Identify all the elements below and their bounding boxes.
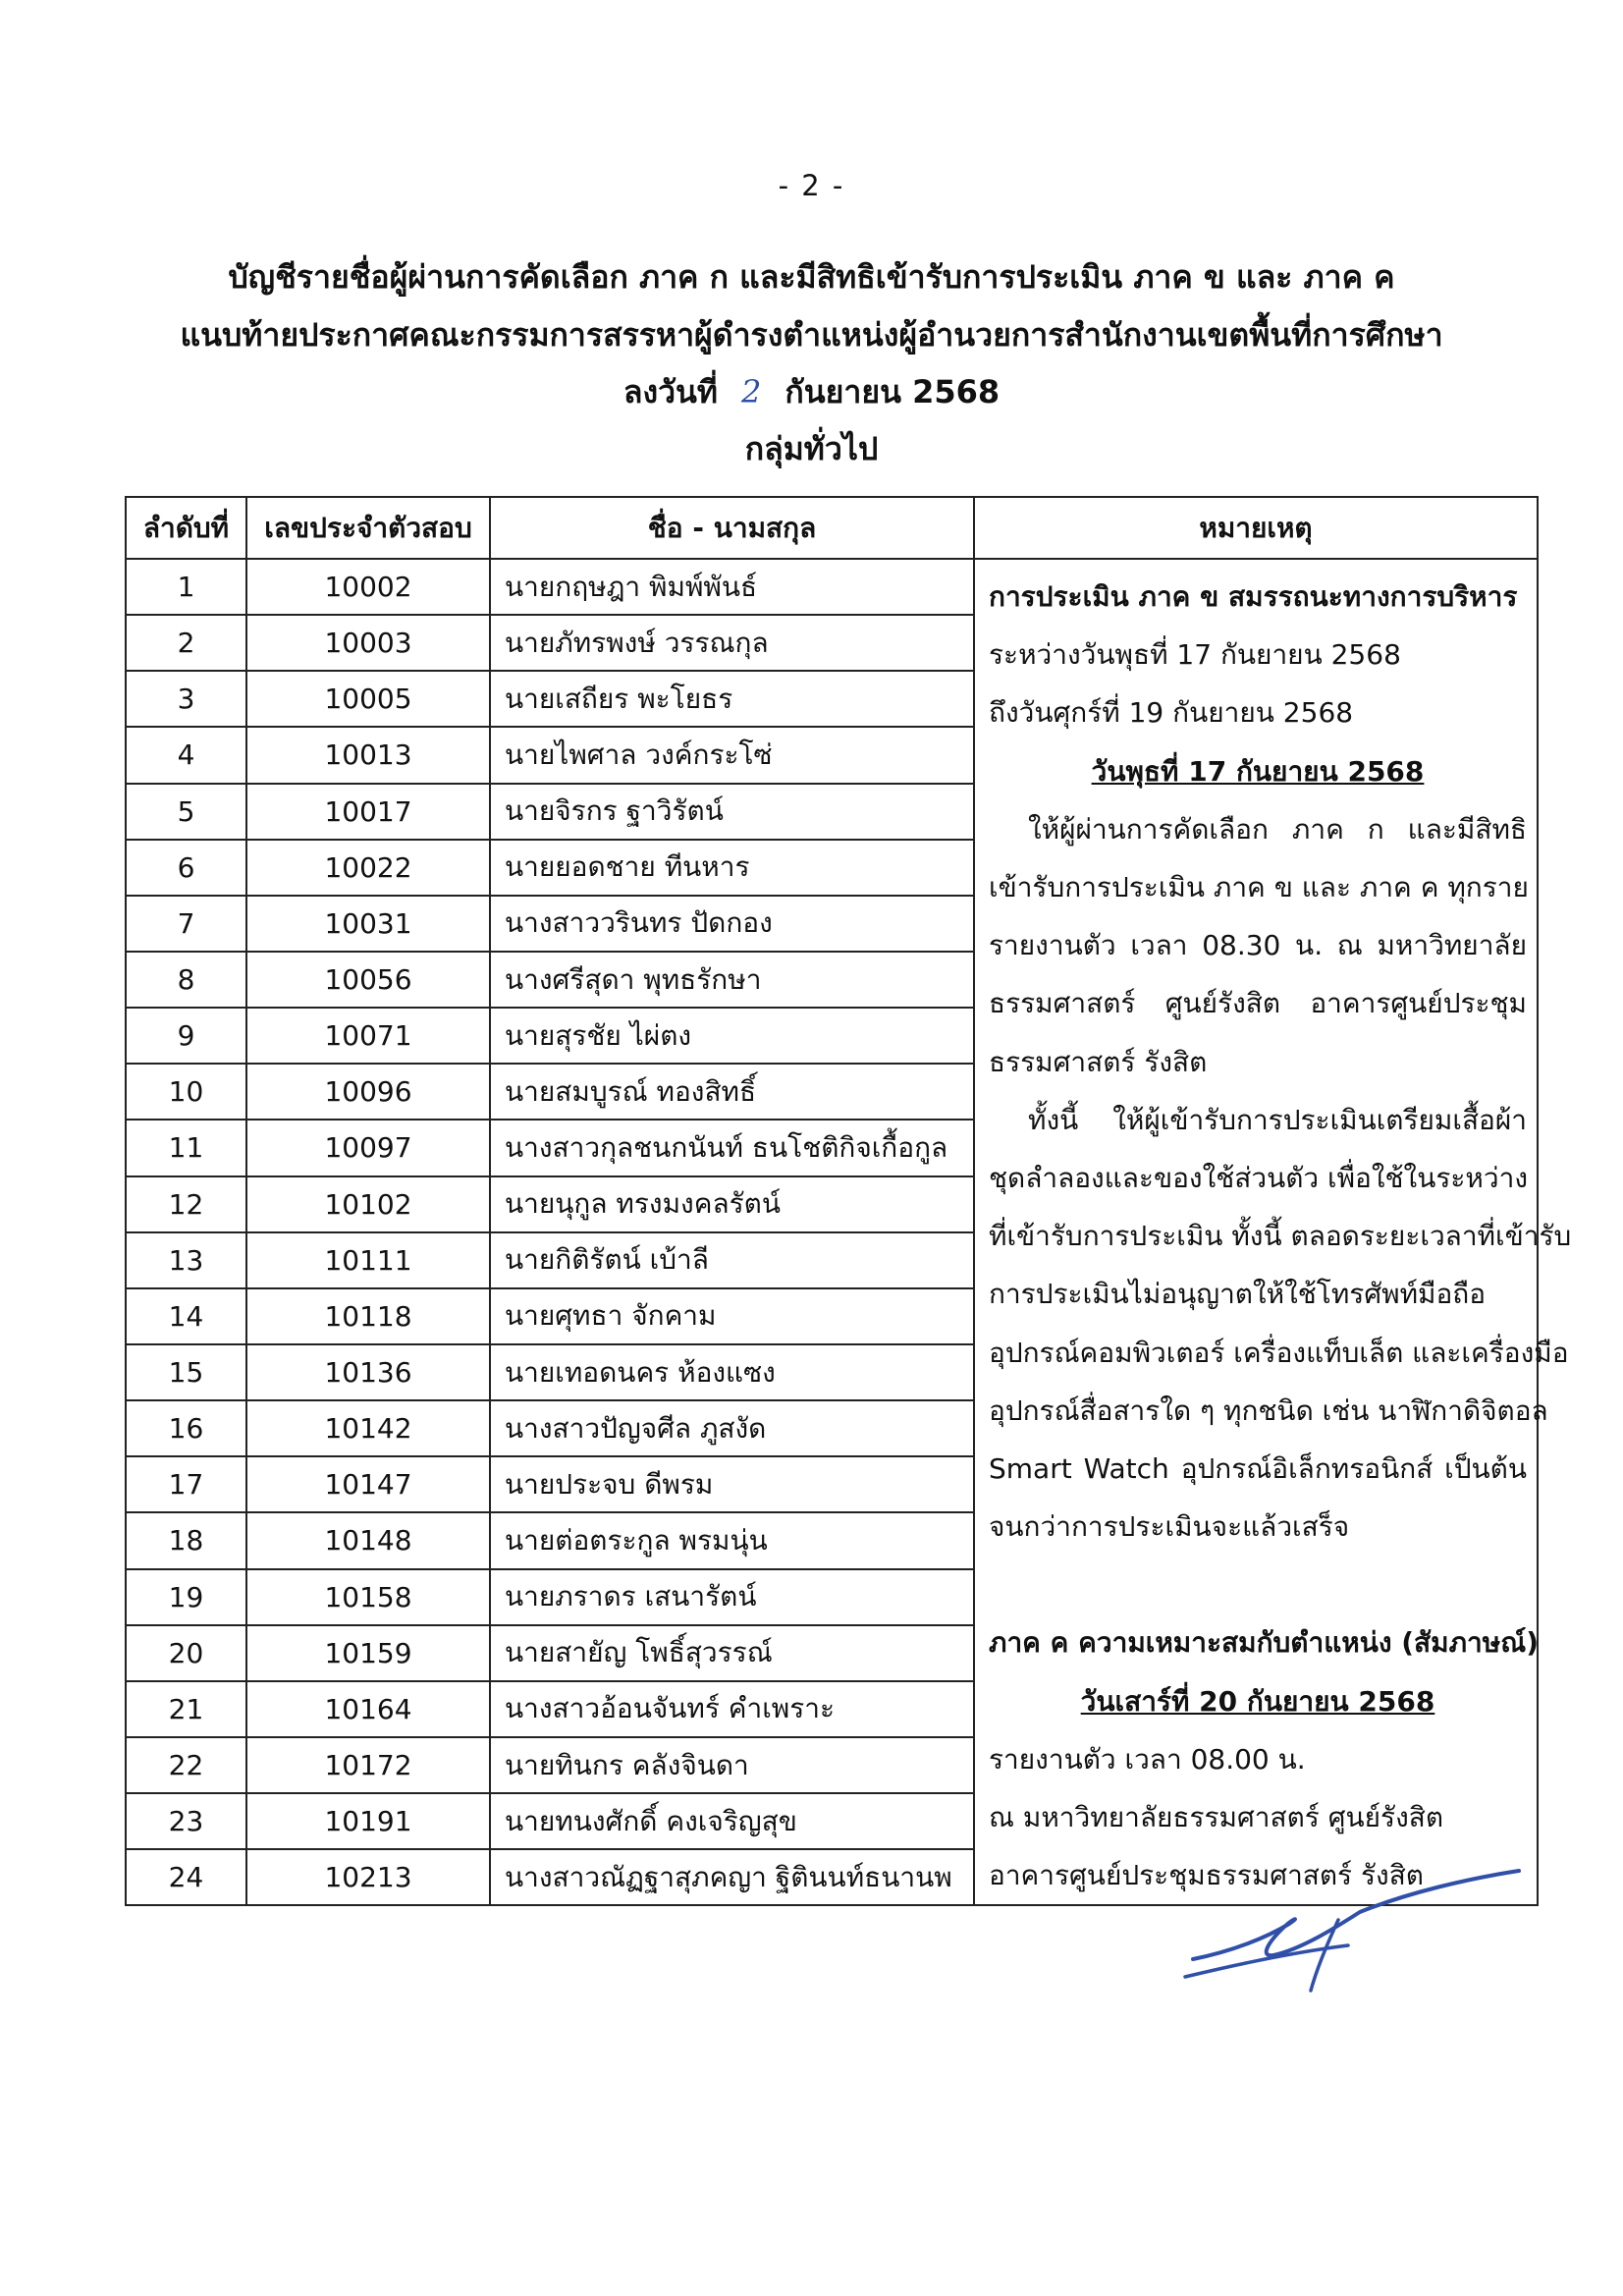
- row-exam-id-cell: 10096: [246, 1064, 490, 1120]
- row-full-name-cell: นายประจบ ดีพรม: [490, 1456, 974, 1512]
- row-exam-id-cell: 10013: [246, 727, 490, 783]
- signature: [1173, 1861, 1537, 1998]
- row-order-cell: 9: [126, 1008, 246, 1064]
- row-exam-id-cell: 10071: [246, 1008, 490, 1064]
- part-c-interview-date: วันเสาร์ที่ 20 กันยายน 2568: [1080, 1684, 1435, 1718]
- row-full-name-cell: นางสาววรินทร ปัดกอง: [490, 896, 974, 952]
- row-exam-id-cell: 10164: [246, 1681, 490, 1737]
- row-order-cell: 11: [126, 1120, 246, 1175]
- row-exam-id-cell: 10136: [246, 1344, 490, 1400]
- remarks-spacer: [989, 1556, 1527, 1613]
- row-order-cell: 18: [126, 1512, 246, 1568]
- row-exam-id-cell: 10003: [246, 615, 490, 671]
- page-number: - 2 -: [778, 169, 845, 202]
- row-exam-id-cell: 10191: [246, 1793, 490, 1849]
- row-order-cell: 3: [126, 671, 246, 727]
- row-full-name-cell: นายจิรกร ฐาวิรัตน์: [490, 784, 974, 840]
- date-day-handwritten: 2: [741, 373, 762, 410]
- column-header-exam-id: เลขประจำตัวสอบ: [246, 497, 490, 559]
- row-full-name-cell: นายต่อตระกูล พรมนุ่น: [490, 1512, 974, 1568]
- row-full-name-cell: นายสายัญ โพธิ์สุวรรณ์: [490, 1625, 974, 1681]
- row-exam-id-cell: 10002: [246, 559, 490, 615]
- row-order-cell: 10: [126, 1064, 246, 1120]
- table-header-row: [126, 497, 1538, 559]
- document-title-line-2: แนบท้ายประกาศคณะกรรมการสรรหาผู้ดำรงตำแหน่งผู้อำนวยการสำนักงานเขตพื้นที่การศึกษา: [180, 316, 1443, 354]
- row-full-name-cell: นายเทอดนคร ห้องแซง: [490, 1344, 974, 1400]
- row-order-cell: 4: [126, 727, 246, 783]
- row-order-cell: 23: [126, 1793, 246, 1849]
- row-exam-id-cell: 10172: [246, 1737, 490, 1793]
- row-order-cell: 6: [126, 840, 246, 896]
- row-full-name-cell: นายเสถียร พะโยธร: [490, 671, 974, 727]
- row-full-name-cell: นางศรีสุดา พุทธรักษา: [490, 952, 974, 1008]
- row-full-name-cell: นายทินกร คลังจินดา: [490, 1737, 974, 1793]
- row-order-cell: 1: [126, 559, 246, 615]
- signature-stroke-3: [1311, 1920, 1338, 1991]
- row-exam-id-cell: 10111: [246, 1232, 490, 1288]
- row-full-name-cell: นายกิติรัตน์ เบ้าลี: [490, 1232, 974, 1288]
- column-header-order: ลำดับที่: [126, 497, 246, 559]
- row-order-cell: 20: [126, 1625, 246, 1681]
- part-b-paragraph-1-line-3: รายงานตัว เวลา 08.30 น. ณ มหาวิทยาลัย: [989, 929, 1527, 962]
- row-order-cell: 12: [126, 1176, 246, 1232]
- row-order-cell: 17: [126, 1456, 246, 1512]
- row-order-cell: 7: [126, 896, 246, 952]
- row-order-cell: 14: [126, 1288, 246, 1344]
- row-order-cell: 22: [126, 1737, 246, 1793]
- column-header-remarks: หมายเหตุ: [974, 497, 1538, 559]
- row-full-name-cell: นางสาวณัฏฐาสุภคญา ฐิตินนท์ธนานพ: [490, 1849, 974, 1905]
- row-exam-id-cell: 10148: [246, 1512, 490, 1568]
- row-full-name-cell: นางสาวกุลชนกนันท์ ธนโชติกิจเกื้อกูล: [490, 1120, 974, 1175]
- row-full-name-cell: นายนุกูล ทรงมงคลรัตน์: [490, 1176, 974, 1232]
- row-full-name-cell: นายสมบูรณ์ ทองสิทธิ์: [490, 1064, 974, 1120]
- part-b-paragraph-1-line-2: เข้ารับการประเมิน ภาค ข และ ภาค ค ทุกราย: [989, 871, 1529, 904]
- row-full-name-cell: นางสาวปัญจศีล ภูสงัด: [490, 1400, 974, 1456]
- row-exam-id-cell: 10159: [246, 1625, 490, 1681]
- row-full-name-cell: นายกฤษฎา พิมพ์พันธ์: [490, 559, 974, 615]
- table-row: [126, 559, 1538, 615]
- document-date: [0, 367, 1623, 417]
- part-b-paragraph-2-line-4: การประเมินไม่อนุญาตให้ใช้โทรศัพท์มือถือ: [989, 1278, 1487, 1311]
- row-order-cell: 15: [126, 1344, 246, 1400]
- row-exam-id-cell: 10005: [246, 671, 490, 727]
- row-exam-id-cell: 10118: [246, 1288, 490, 1344]
- row-full-name-cell: นายทนงศักดิ์ คงเจริญสุข: [490, 1793, 974, 1849]
- part-b-paragraph-2-line-6: อุปกรณ์สื่อสารใด ๆ ทุกชนิด เช่น นาฬิกาดิจิตอล: [989, 1394, 1548, 1427]
- part-c-title: ภาค ค ความเหมาะสมกับตำแหน่ง (สัมภาษณ์): [989, 1626, 1540, 1660]
- row-exam-id-cell: 10147: [246, 1456, 490, 1512]
- row-full-name-cell: นายไพศาล วงค์กระโซ่: [490, 727, 974, 783]
- date-prefix: ลงวันที่: [622, 373, 718, 410]
- part-c-report-time: รายงานตัว เวลา 08.00 น.: [989, 1742, 1306, 1776]
- row-exam-id-cell: 10022: [246, 840, 490, 896]
- signature-stroke-1: [1193, 1871, 1519, 1959]
- row-exam-id-cell: 10213: [246, 1849, 490, 1905]
- row-exam-id-cell: 10142: [246, 1400, 490, 1456]
- document-title-line-1: บัญชีรายชื่อผู้ผ่านการคัดเลือก ภาค ก และมีสิทธิเข้ารับการประเมิน ภาค ข และ ภาค ค: [228, 258, 1395, 296]
- row-exam-id-cell: 10056: [246, 952, 490, 1008]
- part-b-paragraph-1-line-5: ธรรมศาสตร์ รังสิต: [989, 1045, 1208, 1078]
- row-full-name-cell: นายยอดชาย ทีนหาร: [490, 840, 974, 896]
- row-exam-id-cell: 10097: [246, 1120, 490, 1175]
- part-c-venue-line-1: ณ มหาวิทยาลัยธรรมศาสตร์ ศูนย์รังสิต: [989, 1801, 1444, 1834]
- row-order-cell: 16: [126, 1400, 246, 1456]
- row-exam-id-cell: 10031: [246, 896, 490, 952]
- part-b-paragraph-2-line-5: อุปกรณ์คอมพิวเตอร์ เครื่องแท็บเล็ต และเครื่องมือ: [989, 1336, 1569, 1369]
- row-order-cell: 19: [126, 1569, 246, 1625]
- row-order-cell: 21: [126, 1681, 246, 1737]
- row-full-name-cell: นายศุทธา จักคาม: [490, 1288, 974, 1344]
- part-b-range-end: ถึงวันศุกร์ที่ 19 กันยายน 2568: [989, 696, 1354, 730]
- row-full-name-cell: นางสาวอ้อนจันทร์ คำเพราะ: [490, 1681, 974, 1737]
- part-b-range-start: ระหว่างวันพุธที่ 17 กันยายน 2568: [989, 638, 1401, 672]
- part-b-paragraph-2-line-7: Smart Watch อุปกรณ์อิเล็กทรอนิกส์ เป็นต้น: [989, 1452, 1527, 1486]
- part-b-paragraph-1-line-1: ให้ผู้ผ่านการคัดเลือก ภาค ก และมีสิทธิ: [1028, 812, 1527, 846]
- part-b-paragraph-2-line-3: ที่เข้ารับการประเมิน ทั้งนี้ ตลอดระยะเวลาที่เข้ารับ: [989, 1220, 1572, 1253]
- candidate-table: [125, 496, 1572, 1906]
- remarks-cell: [974, 559, 1572, 1905]
- row-order-cell: 2: [126, 615, 246, 671]
- row-full-name-cell: นายสุรชัย ไผ่ตง: [490, 1008, 974, 1064]
- part-b-paragraph-2-line-1: ทั้งนี้ ให้ผู้เข้ารับการประเมินเตรียมเสื้อผ้า: [1028, 1103, 1527, 1136]
- row-exam-id-cell: 10158: [246, 1569, 490, 1625]
- column-header-full-name: ชื่อ - นามสกุล: [490, 497, 974, 559]
- row-exam-id-cell: 10102: [246, 1176, 490, 1232]
- row-full-name-cell: นายภราดร เสนารัตน์: [490, 1569, 974, 1625]
- part-b-paragraph-2-line-8: จนกว่าการประเมินจะแล้วเสร็จ: [989, 1510, 1350, 1544]
- date-suffix: กันยายน 2568: [784, 373, 1001, 410]
- row-full-name-cell: นายภัทรพงษ์ วรรณกุล: [490, 615, 974, 671]
- row-order-cell: 13: [126, 1232, 246, 1288]
- part-b-title: การประเมิน ภาค ข สมรรถนะทางการบริหาร: [989, 580, 1518, 613]
- part-c-venue-line-2: อาคารศูนย์ประชุมธรรมศาสตร์ รังสิต: [989, 1859, 1424, 1892]
- row-order-cell: 24: [126, 1849, 246, 1905]
- group-label: กลุ่มทั่วไป: [744, 430, 879, 467]
- row-order-cell: 5: [126, 784, 246, 840]
- row-order-cell: 8: [126, 952, 246, 1008]
- part-b-report-date: วันพุธที่ 17 กันยายน 2568: [1091, 754, 1425, 788]
- row-exam-id-cell: 10017: [246, 784, 490, 840]
- part-b-paragraph-2-line-2: ชุดลำลองและของใช้ส่วนตัว เพื่อใช้ในระหว่าง: [989, 1162, 1529, 1195]
- part-b-paragraph-1-line-4: ธรรมศาสตร์ ศูนย์รังสิต อาคารศูนย์ประชุม: [989, 987, 1527, 1020]
- table-body: [126, 559, 1572, 1905]
